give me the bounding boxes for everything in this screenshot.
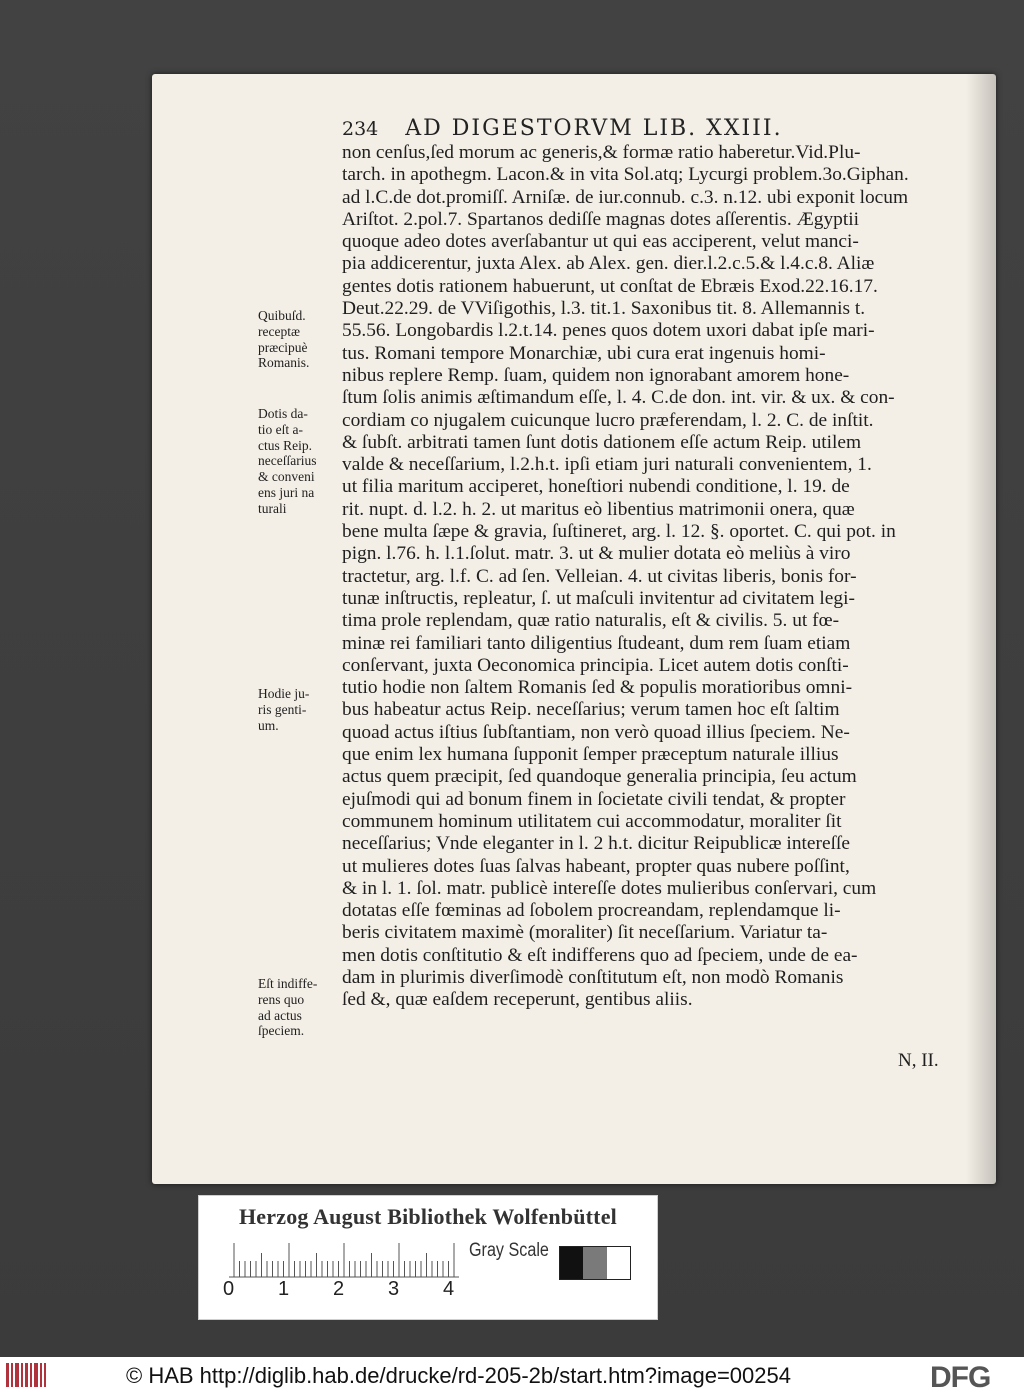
text-line: dam in plurimis diverſimodè conſtitutum eſt, non modò Romanis — [342, 966, 844, 988]
margin-note-line: ad actus — [258, 1007, 302, 1023]
text-line: valde & neceſſarium, l.2.h.t. ipſi etiam juri naturali convenientem, 1. — [342, 454, 872, 476]
margin-note-3 — [258, 686, 344, 733]
color-calibration-card — [198, 1195, 658, 1320]
text-line: conſervant, juxta Oeconomica principia. Licet autem dotis conſti- — [342, 654, 849, 676]
margin-note-line: ris genti- — [258, 701, 307, 717]
margin-note-1 — [258, 308, 344, 371]
text-line: rit. nupt. d. l.2. h. 2. ut maritus eò libentius matrimonii onera, quæ — [342, 498, 855, 520]
text-line: ſtum ſolis animis æſtimandum eſſe, l. 4. C.de don. int. vir. & ux. & con- — [342, 387, 895, 409]
text-line: & in l. 1. ſol. matr. publicè intereſſe dotes mulieribus conſervari, cum — [342, 877, 877, 899]
text-line: tutio hodie non ſaltem Romanis ſed & populis moratioribus omni- — [342, 677, 853, 699]
text-line: ut mulieres dotes ſuas ſalvas habeant, propter quas nubere poſſint, — [342, 855, 850, 877]
gray-swatch — [560, 1247, 583, 1279]
text-line: ejuſmodi qui ad bonum finem in ſocietate civili tendat, & propter — [342, 788, 846, 810]
margin-note-line: neceſſarius — [258, 453, 317, 469]
margin-note-line: um. — [258, 717, 279, 733]
margin-note-line: turali — [258, 500, 287, 516]
catchword: N, II. — [898, 1050, 939, 1071]
margin-note-line: præcipuè — [258, 339, 308, 355]
margin-note-line: & conveni — [258, 469, 315, 485]
text-line: bene multa ſæpe & gravia, ſuſtineret, arg. l. 12. §. oportet. C. qui pot. in — [342, 521, 896, 543]
ruler-icon — [229, 1242, 459, 1278]
body-text — [342, 142, 960, 1012]
text-line: actus quem præcipit, ſed quandoque generalia principia, ſeu actum — [342, 766, 857, 788]
margin-note-line: ſpeciem. — [258, 1023, 305, 1039]
gray-scale-label: Gray Scale — [469, 1240, 549, 1261]
margin-note-line: ens juri na — [258, 484, 315, 500]
ruler-number: 2 — [333, 1278, 345, 1300]
text-line: quoque adeo dotes averſabantur ut qui eas acciperent, velut manci- — [342, 231, 859, 253]
gray-scale-swatch — [559, 1246, 631, 1280]
copyright-url: © HAB http://diglib.hab.de/drucke/rd-205-2b/start.htm?image=00254 — [126, 1363, 791, 1388]
text-line: ſed &, quæ eaſdem receperunt, gentibus aliis. — [342, 989, 693, 1011]
footer-bar — [0, 1357, 1024, 1397]
text-line: 55.56. Longobardis l.2.t.14. penes quos dotem uxori dabat ipſe mari- — [342, 320, 875, 342]
text-line: tus. Romani tempore Monarchiæ, ubi cura erat ingenuis homi- — [342, 342, 826, 364]
text-line: neceſſarius; Vnde eleganter in l. 2 h.t. dicitur Reipublicæ intereſſe — [342, 833, 850, 855]
margin-note-line: Hodie ju- — [258, 686, 310, 701]
ruler-number: 4 — [443, 1278, 455, 1300]
text-line: pia addicerentur, juxta Alex. ab Alex. gen. dier.l.2.c.5.& l.4.c.8. Aliæ — [342, 253, 875, 275]
text-line: tarch. in apothegm. Lacon.& in vita Sol.atq; Lycurgi problem.3o.Giphan. — [342, 164, 909, 186]
ruler-number: 1 — [278, 1278, 290, 1300]
running-head — [342, 116, 862, 141]
text-line: Ariſtot. 2.pol.7. Spartanos dediſſe magnas dotes aſſerentis. Ægyptii — [342, 208, 860, 230]
margin-note-4 — [258, 976, 344, 1039]
text-line: Deut.22.29. de VViſigothis, l.3. tit.1. Saxonibus tit. 8. Allemannis t. — [342, 298, 866, 320]
gray-swatch — [583, 1247, 606, 1279]
text-line: ut filia maritum acciperet, honeſtiori nubendi conditione, l. 19. de — [342, 476, 850, 498]
text-line: communem hominum utilitatem cui accommodatur, moraliter ſit — [342, 810, 842, 832]
margin-note-line: receptæ — [258, 323, 300, 339]
margin-note-line: Eſt indiffe- — [258, 976, 318, 991]
margin-note-line: tio eſt a- — [258, 421, 303, 437]
text-line: nibus replere Remp. ſuam, quidem non ignorabant amorem hone- — [342, 364, 850, 386]
text-line: gentes dotis rationem habuerunt, ut conſtat de Ebræis Exod.22.16.17. — [342, 275, 878, 297]
hab-barcode-logo-icon — [6, 1361, 46, 1389]
margin-note-line: rens quo — [258, 991, 305, 1007]
margin-note-line: Dotis da- — [258, 406, 308, 421]
margin-note-2 — [258, 406, 344, 517]
margin-note-line: Quibuſd. — [258, 308, 306, 323]
dfg-logo: DFG — [930, 1361, 991, 1394]
text-line: men dotis conſtitutio & eſt indifferens quo ad ſpeciem, unde de ea- — [342, 944, 858, 966]
text-line: ad l.C.de dot.promiſſ. Arniſæ. de iur.connub. c.3. n.12. ubi exponit locum — [342, 186, 909, 208]
page-number: 234 — [342, 118, 379, 140]
text-line: que enim lex humana ſupponit ſemper præceptum naturale illius — [342, 744, 839, 766]
text-line: quoad actus iſtius ſubſtantiam, non verò quoad illius ſpeciem. Ne- — [342, 721, 850, 743]
ruler-number: 0 — [223, 1278, 235, 1300]
text-line: dotatas eſſe fœminas ad ſobolem procreandam, replendamque li- — [342, 900, 841, 922]
text-line: pign. l.76. h. l.1.ſolut. matr. 3. ut & mulier dotata eò meliùs à viro — [342, 543, 851, 565]
text-line: tunæ inſtructis, repleatur, ſ. ut maſculi invitentur ad civitatem legi- — [342, 587, 855, 609]
text-line: cordiam co njugalem cuicunque lucro præferendam, l. 2. C. de inſtit. — [342, 409, 874, 431]
text-line: minæ rei familiari tanto diligentius ſtudeant, dum rem ſuam etiam — [342, 632, 851, 654]
running-head-title: AD DIGESTORVM LIB. XXIII. — [405, 116, 783, 141]
text-line: tractetur, arg. l.f. C. ad ſen. Velleian. 4. ut civitas liberis, bonis for- — [342, 565, 857, 587]
ruler-number: 3 — [388, 1278, 400, 1300]
book-page — [152, 74, 996, 1184]
gray-swatch — [607, 1247, 630, 1279]
text-line: beris civitatem maximè (moraliter) ſit neceſſarium. Variatur ta- — [342, 922, 828, 944]
text-line: bus habeatur actus Reip. neceſſarius; verum tamen hoc eſt ſaltim — [342, 699, 840, 721]
margin-note-line: ctus Reip. — [258, 437, 312, 453]
text-line: & ſubſt. arbitrati tamen ſunt dotis dationem eſſe actum Reip. utilem — [342, 431, 862, 453]
library-name: Herzog August Bibliothek Wolfenbüttel — [239, 1204, 617, 1229]
text-line: non cenſus,ſed morum ac generis,& formæ ratio haberetur.Vid.Plu- — [342, 142, 861, 163]
text-line: tima prole replendam, quæ ratio naturalis, eſt & civilis. 5. ut fœ- — [342, 610, 840, 632]
margin-note-line: Romanis. — [258, 355, 310, 371]
